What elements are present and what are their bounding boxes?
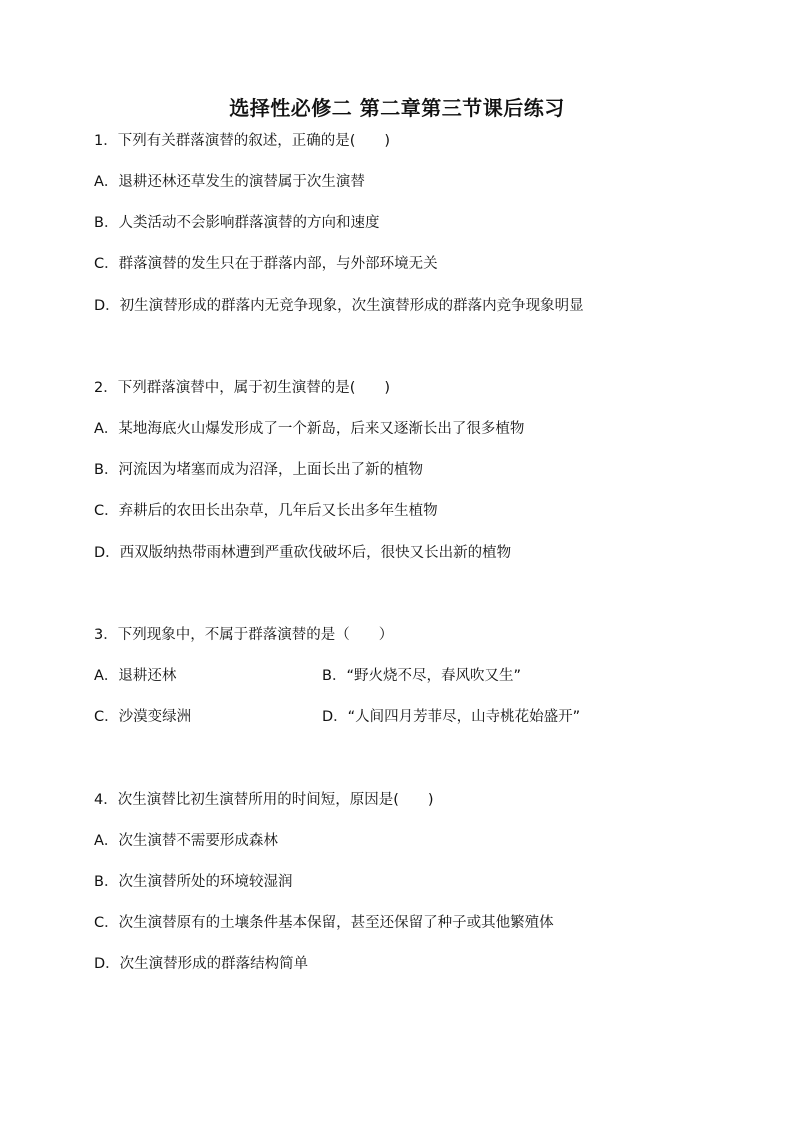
question-1-stem: 1．下列有关群落演替的叙述，正确的是( ): [94, 133, 391, 149]
question-3-option-b: B．“野火烧不尽，春风吹又生”: [322, 668, 521, 684]
question-3-option-d: D．“人间四月芳菲尽，山寺桃花始盛开”: [322, 709, 581, 725]
question-1-option-b: B．人类活动不会影响群落演替的方向和速度: [94, 215, 380, 231]
question-1-option-c: C．群落演替的发生只在于群落内部，与外部环境无关: [94, 256, 438, 272]
page-title: 选择性必修二 第二章第三节课后练习: [229, 96, 565, 120]
question-2-option-b: B．河流因为堵塞而成为沼泽，上面长出了新的植物: [94, 462, 423, 478]
question-4-stem: 4．次生演替比初生演替所用的时间短，原因是( ): [94, 792, 434, 808]
question-1-option-a: A．退耕还林还草发生的演替属于次生演替: [94, 174, 365, 190]
question-4-option-d: D．次生演替形成的群落结构简单: [94, 956, 309, 972]
question-1-option-d: D．初生演替形成的群落内无竞争现象，次生演替形成的群落内竞争现象明显: [94, 298, 584, 314]
question-2-option-d: D．西双版纳热带雨林遭到严重砍伐破坏后，很快又长出新的植物: [94, 545, 512, 561]
question-4-option-a: A．次生演替不需要形成森林: [94, 833, 278, 849]
question-4-option-c: C．次生演替原有的土壤条件基本保留，甚至还保留了种子或其他繁殖体: [94, 915, 554, 931]
question-3-stem: 3．下列现象中，不属于群落演替的是（ ）: [94, 627, 394, 643]
question-2-stem: 2．下列群落演替中，属于初生演替的是( ): [94, 380, 391, 396]
question-3-option-c: C．沙漠变绿洲: [94, 709, 192, 725]
question-3-option-a: A．退耕还林: [94, 668, 177, 684]
question-4-option-b: B．次生演替所处的环境较湿润: [94, 874, 293, 890]
question-2-option-a: A．某地海底火山爆发形成了一个新岛，后来又逐渐长出了很多植物: [94, 421, 525, 437]
question-2-option-c: C．弃耕后的农田长出杂草，几年后又长出多年生植物: [94, 503, 438, 519]
